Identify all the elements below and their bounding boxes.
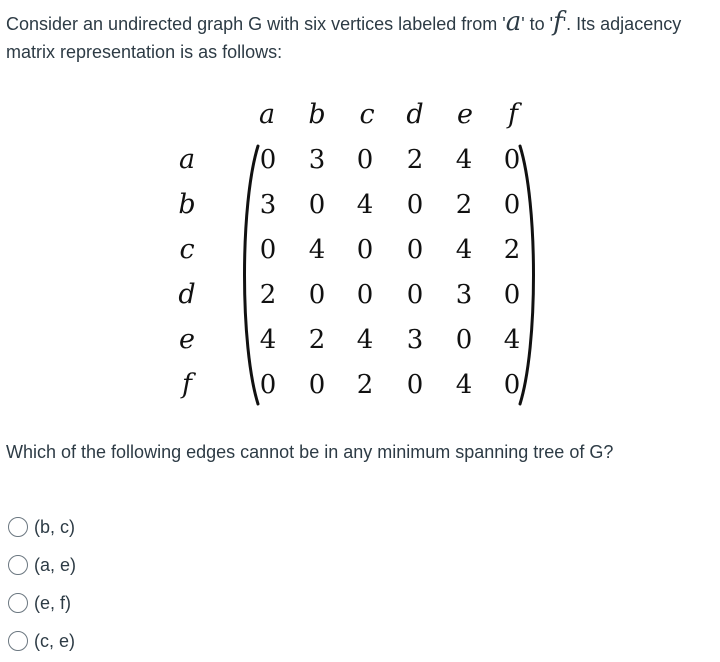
matrix-col-label: a — [258, 99, 276, 130]
matrix-cell: 4 — [503, 325, 521, 355]
matrix-cell: 0 — [356, 235, 374, 265]
matrix-row-label: f — [182, 369, 192, 400]
radio-unchecked-icon[interactable] — [8, 631, 28, 651]
matrix-cell: 4 — [455, 370, 473, 400]
matrix-cell: 0 — [503, 280, 521, 310]
intro-text-1: Consider an undirected graph G with six vertices labeled from ' — [6, 14, 506, 34]
matrix-row-label: c — [179, 234, 195, 265]
answer-option-a-e[interactable] — [8, 546, 76, 584]
matrix-cell: 0 — [259, 370, 277, 400]
matrix-cell: 3 — [308, 145, 326, 175]
matrix-cell: 2 — [406, 145, 424, 175]
matrix-cell: 4 — [356, 325, 374, 355]
matrix-cell: 4 — [259, 325, 277, 355]
matrix-col-label: f — [508, 99, 518, 130]
matrix-cell: 0 — [406, 235, 424, 265]
matrix-cell: 4 — [356, 190, 374, 220]
matrix-cell: 0 — [259, 145, 277, 175]
matrix-cell: 0 — [308, 190, 326, 220]
matrix-cell: 3 — [259, 190, 277, 220]
matrix-row-label: a — [178, 144, 196, 175]
matrix-cell: 2 — [455, 190, 473, 220]
matrix-cell: 0 — [308, 280, 326, 310]
radio-unchecked-icon[interactable] — [8, 555, 28, 575]
matrix-cell: 0 — [356, 280, 374, 310]
right-parenthesis — [516, 144, 542, 406]
radio-unchecked-icon[interactable] — [8, 517, 28, 537]
answer-option-label: (c, e) — [34, 630, 76, 651]
matrix-col-label: b — [308, 99, 326, 130]
matrix-col-label: d — [406, 99, 424, 130]
matrix-cell: 0 — [406, 370, 424, 400]
matrix-cell: 3 — [455, 280, 473, 310]
matrix-cell: 3 — [406, 325, 424, 355]
matrix-cell: 0 — [406, 280, 424, 310]
matrix-cell: 4 — [455, 145, 473, 175]
matrix-cell: 2 — [356, 370, 374, 400]
matrix-cell: 4 — [455, 235, 473, 265]
matrix-row-label: d — [178, 279, 196, 310]
left-parenthesis — [236, 144, 262, 406]
question-intro — [6, 8, 706, 66]
matrix-cell: 2 — [308, 325, 326, 355]
intro-var-first: a — [505, 7, 522, 37]
matrix-row-label: b — [178, 189, 196, 220]
radio-unchecked-icon[interactable] — [8, 593, 28, 613]
matrix-cell: 0 — [503, 190, 521, 220]
adjacency-matrix — [160, 92, 560, 422]
answer-option-label: (a, e) — [34, 554, 77, 575]
matrix-cell: 0 — [503, 145, 521, 175]
answer-option-e-f[interactable] — [8, 584, 76, 622]
answer-option-label: (e, f) — [34, 592, 72, 613]
matrix-cell: 4 — [308, 235, 326, 265]
matrix-cell: 0 — [503, 370, 521, 400]
matrix-cell: 0 — [308, 370, 326, 400]
matrix-cell: 0 — [455, 325, 473, 355]
answer-option-b-c[interactable] — [8, 508, 76, 546]
answer-options — [8, 508, 76, 660]
answer-option-c-e[interactable] — [8, 622, 76, 660]
intro-var-last: f — [553, 7, 563, 37]
matrix-cell: 2 — [503, 235, 521, 265]
matrix-col-label: c — [359, 99, 375, 130]
answer-option-label: (b, c) — [34, 516, 76, 537]
matrix-col-label: e — [457, 99, 473, 130]
intro-text-2: ' to ' — [521, 14, 554, 34]
matrix-cell: 0 — [406, 190, 424, 220]
question-prompt: Which of the following edges cannot be in any minimum spanning tree of G? — [6, 442, 614, 462]
matrix-cell: 2 — [259, 280, 277, 310]
matrix-row-label: e — [179, 324, 195, 355]
matrix-cell: 0 — [259, 235, 277, 265]
matrix-cell: 0 — [356, 145, 374, 175]
intro-text-3: '. Its adjacency matrix representation is as follows: — [6, 14, 682, 62]
